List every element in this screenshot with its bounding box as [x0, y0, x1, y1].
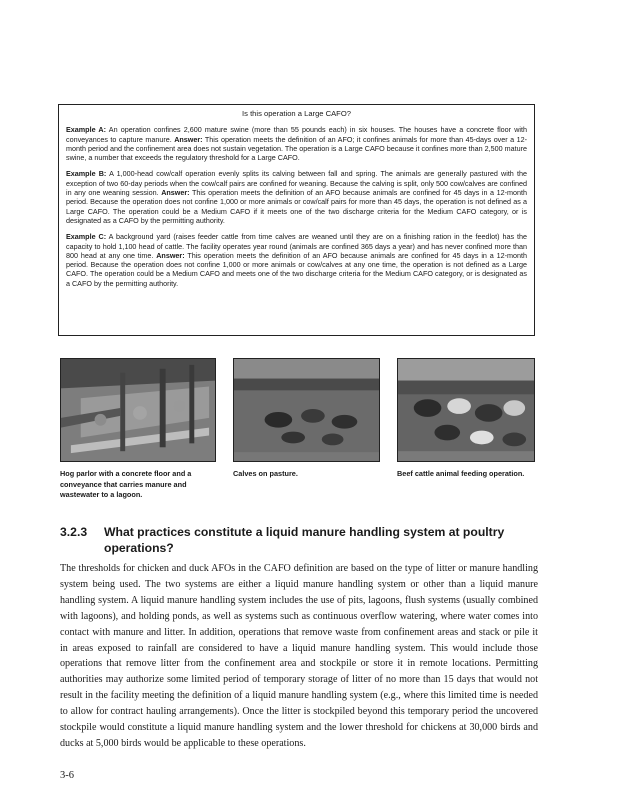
calves-on-pasture-photo [233, 358, 380, 462]
beef-cattle-feeding-photo [397, 358, 535, 462]
example-b-label: Example B: [66, 169, 107, 179]
example-c [66, 232, 527, 288]
example-c-label: Example C: [66, 232, 107, 242]
example-b-text: A 1,000-head cow/calf operation evenly splits its calving between fall and spring. The animals are generally pastured with the exception of two 60-day periods when the cow/calf pairs are confined for weaning. Because the calving is split, only 500 cow/calves are confined in any one weaning session. [66, 169, 527, 198]
page-number: 3-6 [60, 770, 74, 781]
example-a-answer-label: Answer: [174, 134, 203, 144]
section-heading [60, 524, 540, 556]
example-a [66, 125, 527, 162]
section-body: The thresholds for chicken and duck AFOs in the CAFO definition are based on the type of litter or manure handling system being used. The two systems are either a liquid manure handling system or other than a liquid manure handling system. A liquid manure handling system includes the use of pits, lagoons, flush systems (usually combined with lagoons), and holding ponds, as well as systems such as continuous overflow watering, where water comes into contact with manure and litter. In addition, operations that remove waste from confinement areas and stack or pile it in areas exposed to rainfall are considered to have a liquid manure handling system. This would include those operations that remove litter from the confinement area and stockpile or store it in remote locations. Permitting authorities may authorize some limited period of temporary storage of litter of no more than 15 days that would not result in the facility meeting the definition of a liquid manure handling system (e.g., where this limited time is needed to allow for contract hauling arrangements). Once the litter is stockpiled beyond this temporary period the uncovered stockpile would constitute a liquid manure handling system and the lower threshold for chickens at 30,000 birds and ducks at 5,000 birds would be applicable to these operations. [60, 563, 538, 749]
example-callout-box [58, 104, 535, 336]
section-number: 3.2.3 [60, 525, 88, 539]
example-c-answer-label: Answer: [156, 250, 185, 260]
beef-cattle-caption: Beef cattle animal feeding operation. [397, 469, 525, 478]
example-c-text: A background yard (raises feeder cattle from time calves are weaned until they are on a finishing ration in the feedlot) has the capacity to hold 1,100 head of cattle. The facility operates year round (animals are confined 365 days a year) and has never confined more than 800 head at any one time. [66, 232, 527, 260]
calves-caption: Calves on pasture. [233, 469, 298, 478]
section-title: What practices constitute a liquid manure handling system at poultry operations? [104, 525, 505, 555]
callout-title: Is this operation a Large CAFO? [242, 109, 351, 118]
example-b-answer-label: Answer: [161, 188, 190, 198]
example-a-label: Example A: [66, 125, 107, 135]
example-c-answer: This operation meets the definition of an AFO because animals are confined for 45 days in a 12-month period. Because the operation does not confine 1,000 or more animals or cow/calves at any one time, the operation is not defined as a Large CAFO. The operation could be a Medium CAFO and meets one of the two discharge criteria for the Medium CAFO category, or is designated as a CAFO by the permitting authority. [66, 250, 527, 288]
example-a-answer: This operation meets the definition of an AFO; it confines animals for more than 45-days over a 12-month period and the confinement area does not sustain vegetation. The operation is a Large CAFO because it confines more than 2,500 mature swine, a number that exceeds the regulatory threshold for a Large CAFO. [66, 134, 528, 163]
example-b [66, 169, 527, 225]
example-b-answer: This operation meets the definition of an AFO because animals are confined for 45 days in a 12-month period. Because the operation does not confine 1,000 or more animals or cow/calf pairs for more than 45 days, the operation is not defined as a Large CAFO. The operation could be a Medium CAFO if it meets one of the two discharge criteria for the Medium CAFO category, or is designated as a CAFO by the permitting authority. [66, 188, 527, 225]
hog-parlor-caption: Hog parlor with a concrete floor and a conveyance that carries manure and wastewater to a lagoon. [60, 469, 192, 499]
hog-parlor-photo [60, 358, 216, 462]
example-a-text: An operation confines 2,600 mature swine (more than 55 pounds each) in six houses. The houses have a concrete floor with conveyances to capture manure. [66, 125, 527, 144]
